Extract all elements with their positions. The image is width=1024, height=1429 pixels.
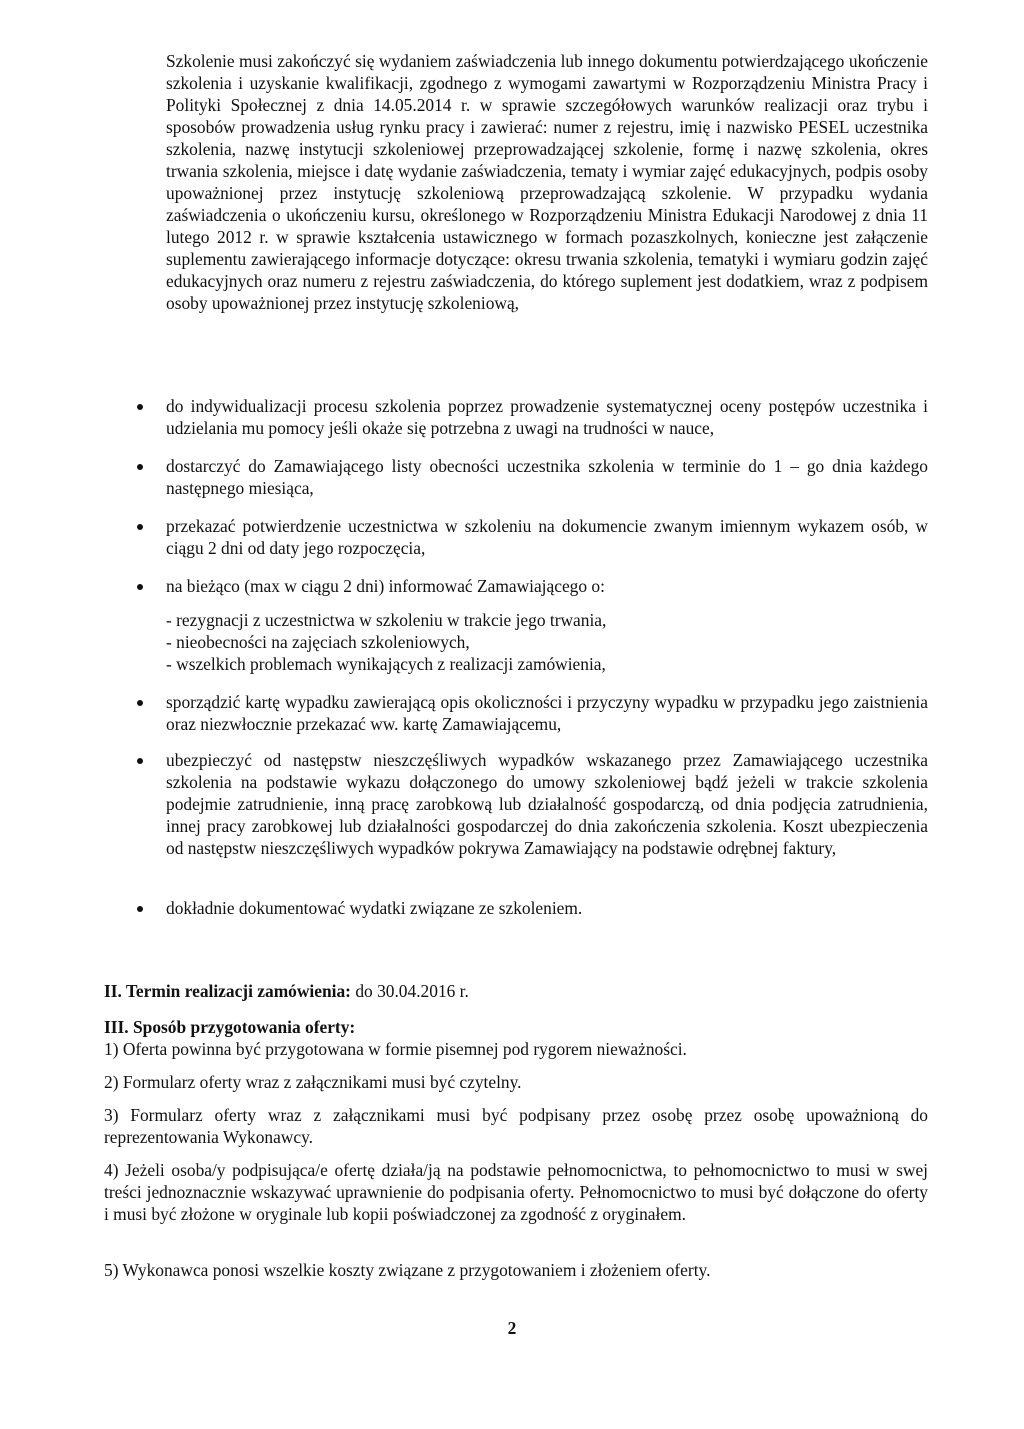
bullet-icon [137, 700, 143, 706]
bullet-text: dostarczyć do Zamawiającego listy obecności uczestnika szkolenia w terminie do 1 – go dnia każdego następnego miesiąca, [166, 456, 928, 498]
bullet-item-inform-client [166, 575, 928, 675]
sublist-item: - nieobecności na zajęciach szkoleniowych, [166, 632, 470, 652]
bullet-item-attendance-list [166, 455, 928, 499]
bullet-item-document-expenses [166, 897, 928, 919]
bullet-icon [137, 758, 143, 764]
offer-item: 1) Oferta powinna być przygotowana w formie pisemnej pod rygorem nieważności. [104, 1039, 687, 1059]
section-offer-heading [104, 1016, 928, 1038]
bullet-text: na bieżąco (max w ciągu 2 dni) informować Zamawiającego o: [166, 576, 605, 596]
bullet-text: sporządzić kartę wypadku zawierającą opis okoliczności i przyczyny wypadku w przypadku jego zaistnienia oraz niezwłocznie przekazać ww. kartę Zamawiającemu, [166, 692, 928, 734]
offer-item: 2) Formularz oferty wraz z załącznikami musi być czytelny. [104, 1072, 522, 1092]
bullet-icon [137, 524, 143, 530]
offer-item: 5) Wykonawca ponosi wszelkie koszty związane z przygotowaniem i złożeniem oferty. [104, 1260, 711, 1280]
section-deadline-label: II. Termin realizacji zamówienia: [104, 981, 351, 1001]
sublist-item: - rezygnacji z uczestnictwa w szkoleniu w trakcie jego trwania, [166, 610, 607, 630]
intro-paragraph: Szkolenie musi zakończyć się wydaniem zaświadczenia lub innego dokumentu potwierdzającego ukończenie szkolenia i uzyskanie kwalifikacji, zgodnego z wymogami zawartymi w Rozporządzeniu Ministra Pracy i Polityki Społecznej z dnia 14.05.2014 r. w sprawie szczegółowych warunków realizacji oraz trybu i sposobów prowadzenia usług rynku pracy i zawierać: numer z rejestru, imię i nazwisko PESEL uczestnika szkolenia, nazwę instytucji szkoleniowej przeprowadzającej szkolenie, formę i nazwę szkolenia, okres trwania szkolenia, miejsce i datę wydanie zaświadczenia, tematy i wymiar zajęć edukacyjnych, podpis osoby upoważnionej przez instytucję szkoleniową przeprowadzającą szkolenie. W przypadku wydania zaświadczenia o ukończeniu kursu, określonego w Rozporządzeniu Ministra Edukacji Narodowej z dnia 11 lutego 2012 r. w sprawie kształcenia ustawicznego w formach pozaszkolnych, konieczne jest załączenie suplementu zawierającego informacje dotyczące: okresu trwania szkolenia, tematyki i wymiaru godzin zajęć edukacyjnych oraz numeru z rejestru zaświadczenia, do którego suplement jest dodatkiem, wraz z podpisem osoby upoważnionej przez instytucję szkoleniową, [166, 51, 928, 313]
bullet-text: ubezpieczyć od następstw nieszczęśliwych wypadków wskazanego przez Zamawiającego uczestnika szkolenia na podstawie wykazu dołączonego do umowy szkoleniowej bądź jeżeli w trakcie szkolenia podejmie zatrudnienie, inną pracę zarobkową lub działalność gospodarczą, od dnia podjęcia zatrudnienia, innej pracy zarobkowej lub działalności gospodarczej do dnia zakończenia szkolenia. Koszt ubezpieczenia od następstw nieszczęśliwych wypadków pokrywa Zamawiający na podstawie odrębnej faktury, [166, 750, 928, 858]
inform-sublist [166, 609, 928, 675]
section-deadline [104, 980, 928, 1002]
offer-item: 3) Formularz oferty wraz z załącznikami musi być podpisany przez osobę przez osobę upoważnioną do reprezentowania Wykonawcy. [104, 1105, 928, 1147]
section-deadline-value: do 30.04.2016 r. [350, 981, 469, 1001]
bullet-icon [137, 464, 143, 470]
bullet-icon [137, 906, 143, 912]
bullet-text: przekazać potwierdzenie uczestnictwa w szkoleniu na dokumencie zwanym imiennym wykazem osób, w ciągu 2 dni od daty jego rozpoczęcia, [166, 516, 928, 558]
bullet-item-participation-confirmation [166, 515, 928, 559]
bullet-icon [137, 584, 143, 590]
bullet-text: do indywidualizacji procesu szkolenia poprzez prowadzenie systematycznej oceny postępów uczestnika i udzielania mu pomocy jeśli okaże się potrzebna z uwagi na trudności w nauce, [166, 396, 928, 438]
offer-item: 4) Jeżeli osoba/y podpisująca/e ofertę działa/ją na podstawie pełnomocnictwa, to pełnomocnictwo to musi w swej treści jednoznacznie wskazywać uprawnienie do podpisania oferty. Pełnomocnictwo to musi być dołączone do oferty i musi być złożone w oryginale lub kopii poświadczonej za zgodność z oryginałem. [104, 1160, 928, 1224]
bullet-text: dokładnie dokumentować wydatki związane ze szkoleniem. [166, 898, 583, 918]
bullet-item-insurance [166, 749, 928, 859]
section-offer-label: III. Sposób przygotowania oferty: [104, 1017, 356, 1037]
bullet-item-accident-report [166, 691, 928, 735]
sublist-item: - wszelkich problemach wynikających z realizacji zamówienia, [166, 654, 606, 674]
page-number: 2 [507, 1318, 517, 1338]
bullet-item-individualization [166, 395, 928, 439]
bullet-icon [137, 404, 143, 410]
